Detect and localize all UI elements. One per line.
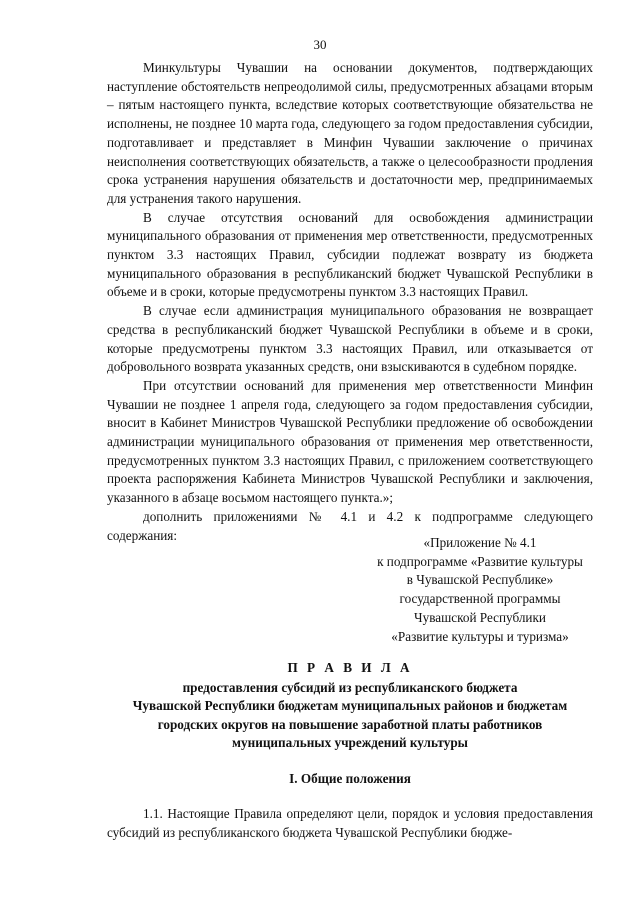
paragraph: дополнить приложениями № 4.1 и 4.2 к подпрограмме следующего содержания: xyxy=(107,508,593,543)
appendix-line: «Приложение № 4.1 xyxy=(423,535,537,550)
body-text-bottom xyxy=(107,805,593,842)
paragraph: В случае отсутствия оснований для освобождения администрации муниципального образования от применения мер ответственности, предусмотренных пунктом 3.3 настоящих Правил, субсидии подлежат возврату из бюджета муниципального образования в республиканский бюджет Чувашской Республики в объеме и в сроки, которые предусмотрены пунктом 3.3 настоящих Правил. xyxy=(107,209,593,300)
appendix-line: Чувашской Республики xyxy=(414,609,546,625)
page-number: 30 xyxy=(313,37,327,52)
appendix-line: в Чувашской Республике» xyxy=(406,572,554,588)
rules-subtitle-line: предоставления субсидий из республиканского бюджета xyxy=(182,680,518,695)
section-heading: I. Общие положения xyxy=(289,771,411,786)
appendix-reference xyxy=(350,534,610,646)
body-text-top xyxy=(107,59,593,545)
rules-subtitle-line: Чувашской Республики бюджетам муниципальных районов и бюджетам xyxy=(132,698,568,714)
rules-subtitle-line: городских округов на повышение заработной платы работников xyxy=(157,716,543,732)
paragraph: Минкультуры Чувашии на основании документов, подтверждающих наступление обстоятельств непреодолимой силы, предусмотренных абзацами вторым – пятым настоящего пункта, вследствие которых соответствующие обязательства не исполнены, не позднее 10 марта года, следующего за годом предоставления субсидии, подготавливает и представляет в Минфин Чувашии заключение о причинах неисполнения соответствующих обязательств, а также о целесообразности продления срока устранения нарушения обязательств и достаточности мер, предпринимаемых для устранения такого нарушения. xyxy=(107,60,593,206)
paragraph: В случае если администрация муниципального образования не возвращает средства в республиканский бюджет Чувашской Республики в объеме и в сроки, которые предусмотрены пунктом 3.3 настоящих Правил, или отказывается от добровольного возврата указанных средств, они взыскиваются в судебном порядке. xyxy=(107,303,593,375)
paragraph: При отсутствии оснований для применения мер ответственности Минфин Чувашии не позднее 1 апреля года, следующего за годом предоставления субсидии, вносит в Кабинет Министров Чувашской Республики предложение об освобождении администрации муниципального образования от применения мер ответственности, предусмотренных пунктом 3.3 настоящих Правил, с приложением соответствующего проекта распоряжения Кабинета Министров Чувашской Республики и заключения, указанного в абзаце восьмом настоящего пункта.»; xyxy=(107,377,593,506)
rules-subtitle xyxy=(107,679,593,752)
rules-subtitle-line: муниципальных учреждений культуры xyxy=(232,734,468,750)
appendix-line: государственной программы xyxy=(399,591,561,607)
appendix-line: к подпрограмме «Развитие культуры xyxy=(377,553,583,569)
paragraph: 1.1. Настоящие Правила определяют цели, порядок и условия предоставления субсидий из республиканского бюджета Чувашской Республики бюдже- xyxy=(107,806,593,840)
appendix-line: «Развитие культуры и туризма» xyxy=(391,628,569,644)
rules-title: П Р А В И Л А xyxy=(287,660,413,675)
